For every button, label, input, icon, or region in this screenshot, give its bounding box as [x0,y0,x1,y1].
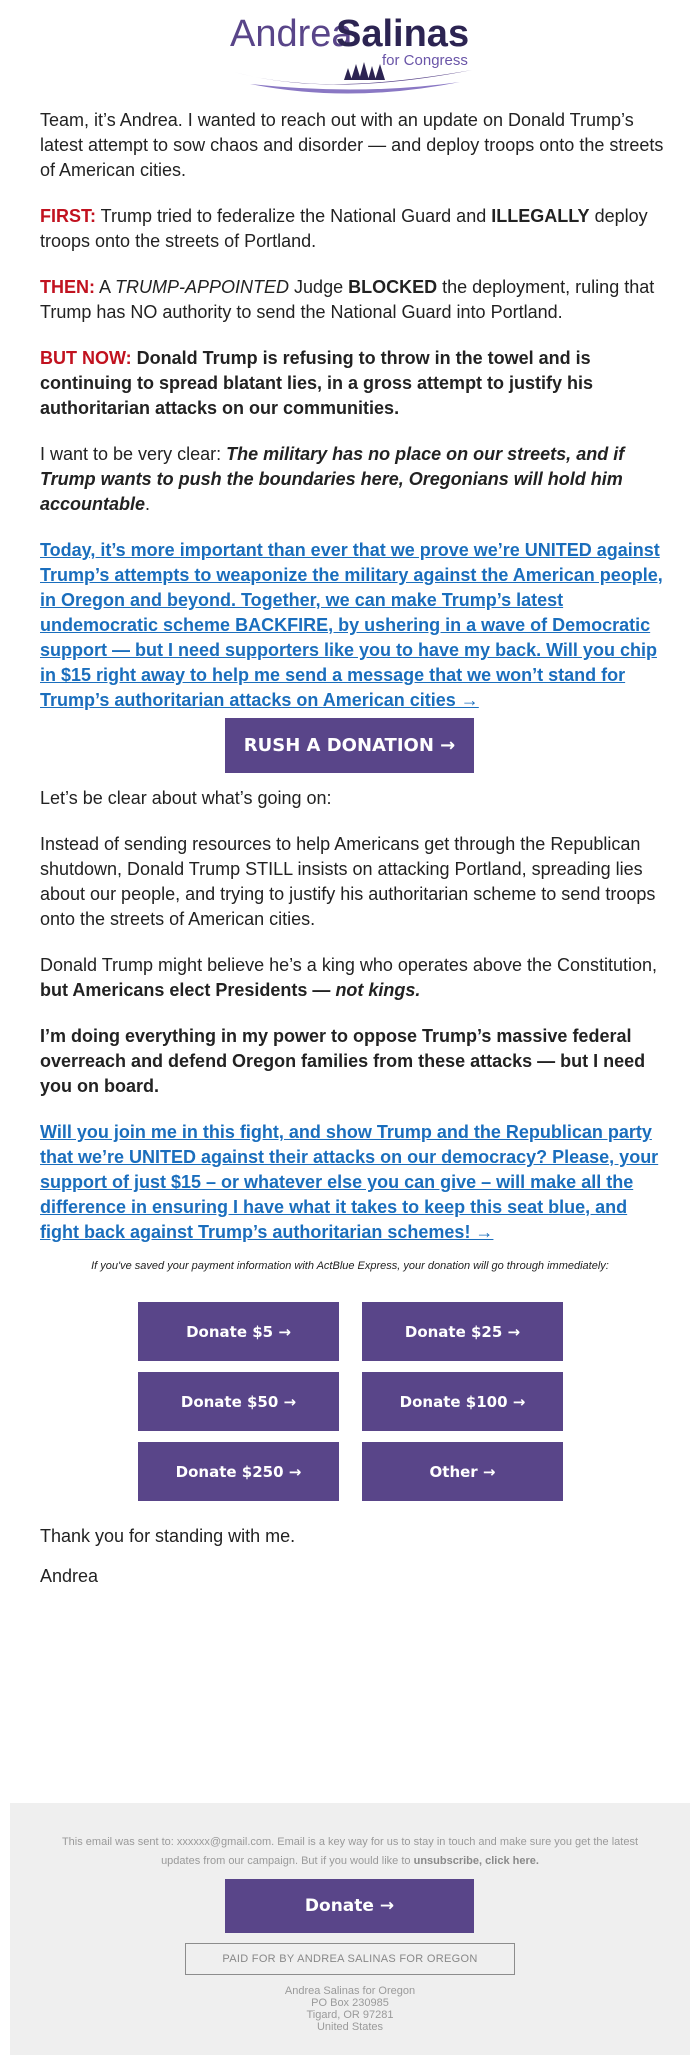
actblue-express-note: If you've saved your payment information with ActBlue Express, your donation will go through immediately: [91,1260,609,1272]
mailing-address: Andrea Salinas for Oregon PO Box 230985 Tigard, OR 97281 United States [284,1985,416,2033]
donate-25-button[interactable]: Donate $25 → [362,1302,563,1361]
email-footer [10,1803,690,2055]
donate-250-button[interactable]: Donate $250 → [138,1442,339,1501]
donate-link-1[interactable]: Today, it’s more important than ever that we prove we’re UNITED against Trump’s attempts to weaponize the military against the American people, in Oregon and beyond. Together, we can make Trump’s latest undemocratic scheme BACKFIRE, by ushering in a wave of Democratic support — but I need supporters like you to have my back. Will you chip in $15 right away to help me send a message that we won’t stand for Trump’s authoritarian attacks on American cities → [40,540,663,710]
oppose-paragraph: I’m doing everything in my power to oppose Trump’s massive federal overreach and defend Oregon families from these attacks — but I need you on board. [40,1026,646,1096]
intro-paragraph: Team, it’s Andrea. I wanted to reach out with an update on Donald Trump’s latest attempt to sow chaos and disorder — and deploy troops onto the streets of American cities. [40,110,664,180]
but-now-label: BUT NOW: [40,348,132,368]
rush-donation-button[interactable]: RUSH A DONATION → [225,718,474,773]
donate-other-button[interactable]: Other → [362,1442,563,1501]
logo-subtitle: for Congress [382,52,468,69]
email-body-continued [40,786,666,1266]
join-link-paragraph [40,1120,666,1245]
sent-to-notice: This email was sent to: xxxxxx@gmail.com. Email is a key way for us to stay in touch and make sure you get the latest updates from our campaign. But if you would like to unsubscribe, click here. [61,1836,639,1867]
signature: Andrea [40,1566,99,1586]
unsubscribe-link[interactable]: unsubscribe, click here. [413,1855,539,1867]
logo-last-name: Salinas [336,13,470,55]
tree-line-icon [344,62,385,80]
footer-donate-button[interactable]: Donate → [225,1879,474,1933]
donate-5-button[interactable]: Donate $5 → [138,1302,339,1361]
campaign-logo [0,0,700,104]
donate-link-2[interactable]: Will you join me in this fight, and show Trump and the Republican party that we’re UNITED against their attacks on our democracy? Please, your support of just $15 – or whatever else you can give – will make all the difference in ensuring I have what it takes to keep this seat blue, and fight back against Trump’s authoritarian schemes! → [40,1122,659,1242]
donate-100-button[interactable]: Donate $100 → [362,1372,563,1431]
email-body [40,108,666,734]
logo-first-name: Andrea [230,13,353,55]
paid-for-disclaimer: PAID FOR BY ANDREA SALINAS FOR OREGON [185,1943,515,1975]
donate-link-paragraph [40,538,666,713]
closing-block [40,1524,295,1604]
clear-intro-paragraph: Let’s be clear about what’s going on: [40,788,332,808]
donate-50-button[interactable]: Donate $50 → [138,1372,339,1431]
king-paragraph: Donald Trump might believe he’s a king who operates above the Constitution, but Americans elect Presidents — not kings. [40,955,658,1000]
first-paragraph: FIRST: Trump tried to federalize the National Guard and ILLEGALLY deploy troops onto the streets of Portland. [40,206,648,251]
then-paragraph: THEN: A TRUMP-APPOINTED Judge BLOCKED the deployment, ruling that Trump has NO authority to send the National Guard into Portland. [40,277,655,322]
then-label: THEN: [40,277,95,297]
first-label: FIRST: [40,206,96,226]
thanks-text: Thank you for standing with me. [40,1526,296,1546]
clear-paragraph: I want to be very clear: The military has no place on our streets, and if Trump wants to push the boundaries here, Oregonians will hold him accountable. [40,444,625,514]
shutdown-paragraph: Instead of sending resources to help Americans get through the Republican shutdown, Donald Trump STILL insists on attacking Portland, spreading lies about our people, and trying to justify his authoritarian scheme to send troops onto the streets of American cities. [40,834,656,929]
but-now-paragraph: BUT NOW: Donald Trump is refusing to throw in the towel and is continuing to spread blatant lies, in a gross attempt to justify his authoritarian attacks on our communities. [40,348,594,418]
